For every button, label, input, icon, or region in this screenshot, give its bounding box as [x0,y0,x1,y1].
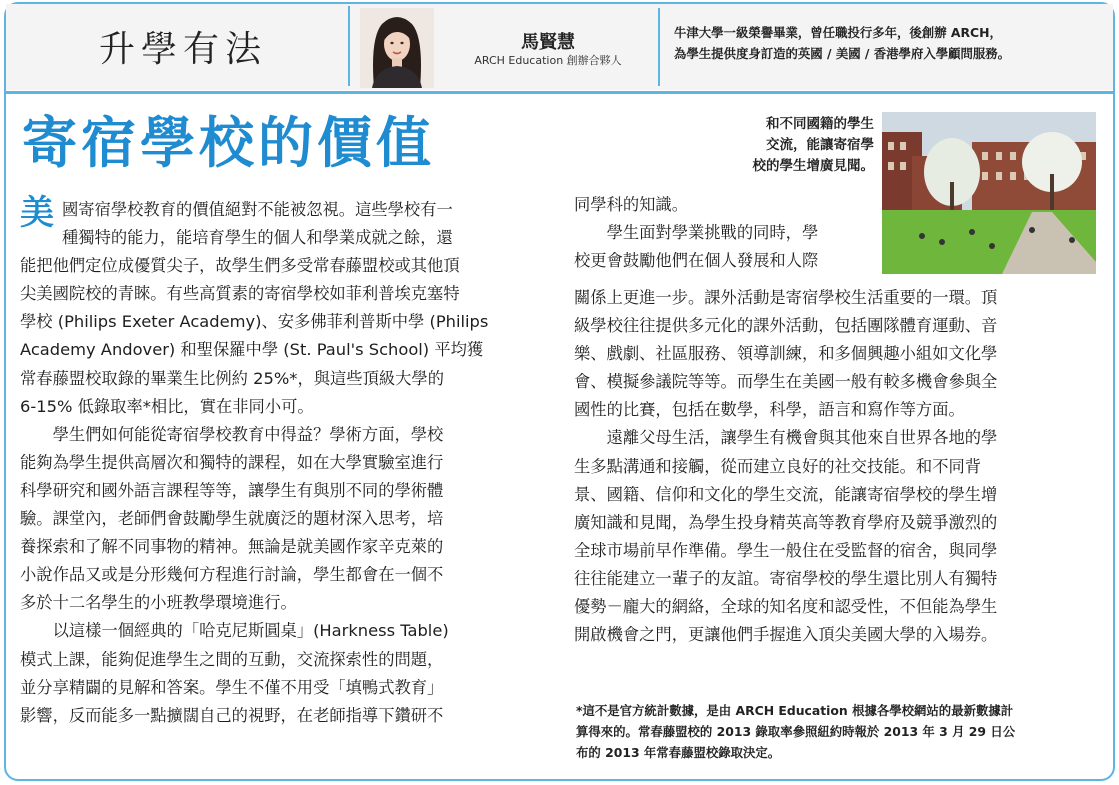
photo-caption [720,114,874,177]
footnote [576,700,1106,763]
caption-line: 校的學生增廣見聞。 [752,158,874,174]
article-line: 並分享精闢的見解和答案。學生不僅不用受「填鴨式教育」 [20,677,444,697]
article-line: 景、國籍、信仰和文化的學生交流，能讓寄宿學校的學生增 [574,484,998,504]
article-line: 生多點溝通和接觸，從而建立良好的社交技能。和不同背 [574,456,982,476]
column-title: 升學有法 [18,6,350,86]
article-line: 關係上更進一步。課外活動是寄宿學校生活重要的一環。頂 [574,288,998,307]
article-line: 常春藤盟校取錄的畢業生比例約 25%*，與這些頂級大學的 [20,368,444,388]
article-headline: 寄宿學校的價值 [22,111,436,175]
article-line: 養探索和了解不同事物的精神。無論是就美國作家辛克萊的 [20,537,444,557]
author-bio [658,8,1106,86]
footnote-line: 布的 2013 年常春藤盟校錄取決定。 [576,745,781,760]
article-line: 種獨特的能力，能培育學生的個人和學業成就之餘，還 [62,228,453,248]
article-line: 驗。課堂內，老師們會鼓勵學生就廣泛的題材深入思考，培 [20,509,444,529]
article-right-column [574,284,1104,649]
article-line: 6-15% 低錄取率*相比，實在非同小可。 [20,396,314,416]
article-line: 校更會鼓勵他們在個人發展和人際 [574,251,819,271]
article-line: 往往能建立一輩子的友誼。寄宿學校的學生還比別人有獨特 [574,568,998,588]
article-line: 級學校往往提供多元化的課外活動，包括團隊體育運動、音 [574,316,998,336]
header-divider [6,91,1113,94]
article-line: 優勢－龐大的網絡，全球的知名度和認受性，不但能為學生 [574,597,998,617]
author-name: 馬賢慧 [521,32,575,53]
bio-line: 牛津大學一級榮譽畢業，曾任職投行多年，後創辦 ARCH， [674,25,1002,40]
footnote-line: 算得來的。常春藤盟校的 2013 錄取率參照紐約時報於 2013 年 3 月 29 日公 [576,724,1016,739]
article-line: 以這樣一個經典的「哈克尼斯圓桌」(Harkness Table) [20,621,449,641]
article-line: 模式上課，能夠促進學生之間的互動，交流探索性的問題， [20,649,444,669]
footnote-line: *這不是官方統計數據，是由 ARCH Education 根據各學校網站的最新數據計 [576,703,1014,718]
article-line: 尖美國院校的青睞。有些高質素的寄宿學校如菲利普埃克塞特 [20,284,460,304]
article-line: 科學研究和國外語言課程等等，讓學生有與別不同的學術體 [20,480,444,500]
article-line: 國性的比賽，包括在數學，科學，語言和寫作等方面。 [574,400,965,420]
article-line: Academy Andover) 和聖保羅中學 (St. Paul's School) 平均獲 [20,340,484,360]
caption-line: 和不同國籍的學生 [766,116,874,132]
article-line: 學生面對學業挑戰的同時，學 [574,223,819,243]
author-role: ARCH Education 創辦合夥人 [474,54,622,67]
campus-photo [882,112,1096,274]
article-line: 能把他們定位成優質尖子，故學生們多受常春藤盟校或其他頂 [20,256,460,276]
article-line: 學生們如何能從寄宿學校教育中得益？學術方面，學校 [20,424,444,444]
article-line: 樂、戲劇、社區服務、領導訓練，和多個興趣小組如文化學 [574,344,998,364]
author-photo [360,8,434,88]
caption-line: 交流，能讓寄宿學 [766,137,874,153]
article-line: 小說作品又或是分形幾何方程進行討論，學生都會在一個不 [20,565,444,585]
article-line: 遠離父母生活，讓學生有機會與其他來自世界各地的學 [574,428,998,448]
article-line: 影響，反而能多一點擴闊自己的視野，在老師指導下鑽研不 [20,705,444,725]
article-line: 會、模擬參議院等等。而學生在美國一般有較多機會參與全 [574,372,998,392]
article-line: 開啟機會之門，更讓他們手握進入頂尖美國大學的入場券。 [574,625,998,645]
article-line: 全球市場前早作準備。學生一般住在受監督的宿舍，與同學 [574,540,998,560]
drop-cap: 美 [20,193,54,233]
article-line: 多於十二名學生的小班教學環境進行。 [20,593,297,613]
bio-line: 為學生提供度身訂造的英國 / 美國 / 香港學府入學顧問服務。 [674,46,1011,61]
article-line: 廣知識和見聞，為學生投身精英高等教育學府及競爭激烈的 [574,512,998,532]
article-line: 學校 (Philips Exeter Academy)、安多佛菲利普斯中學 (Philips [20,312,489,332]
article-right-top [574,191,874,275]
article-line: 國寄宿學校教育的價值絕對不能被忽視。這些學校有一 [62,200,453,219]
article-line: 能夠為學生提供高層次和獨特的課程，如在大學實驗室進行 [20,452,444,472]
article-line: 同學科的知識。 [574,195,688,214]
article-left-column [20,193,550,730]
